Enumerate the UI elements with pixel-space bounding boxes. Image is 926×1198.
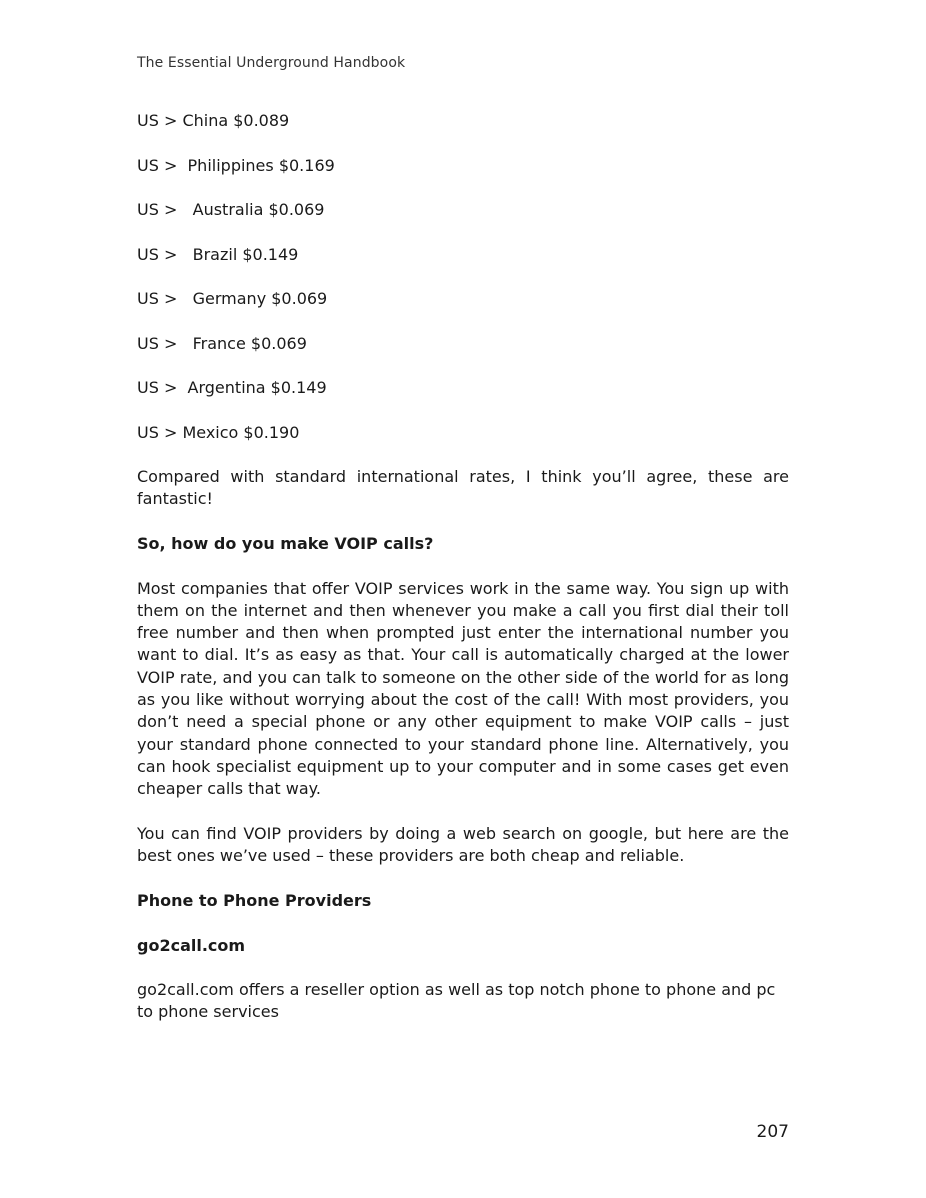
- rate-line-china: US > China $0.089: [137, 111, 290, 130]
- page-number: 207: [756, 1122, 789, 1142]
- rate-line-mexico: US > Mexico $0.190: [137, 422, 300, 442]
- page-content: [137, 110, 789, 1046]
- rate-line-argentina: US > Argentina $0.149: [137, 378, 327, 397]
- rate-line-brazil: US > Brazil $0.149: [137, 244, 299, 264]
- rate-line-philippines: US > Philippines $0.169: [137, 155, 335, 175]
- rate-line-france: US > France $0.069: [137, 333, 307, 353]
- provider-name: go2call.com: [137, 935, 246, 955]
- section-heading-providers: Phone to Phone Providers: [137, 891, 372, 911]
- provider-description: go2call.com offers a reseller option as well as top notch phone to phone and pc to phone services: [137, 980, 776, 1022]
- running-header: The Essential Underground Handbook: [137, 55, 406, 71]
- section-heading-voip-calls: So, how do you make VOIP calls?: [137, 534, 434, 554]
- voip-explanation-paragraph: Most companies that offer VOIP services work in the same way. You sign up with them on the internet and then whenever you make a call you first dial their toll free number and then when prompted just enter the international number you want to dial. It’s as easy as that. Your call is automatically charged at the lower VOIP rate, and you can talk to someone on the other side of the world for as long as you like without worrying about the cost of the call! With most providers, you don’t need a special phone or any other equipment to make VOIP calls – just your standard phone connected to your standard phone line. Alternatively, you can hook specialist equipment up to your computer and in some cases get even cheaper calls that way.: [137, 578, 789, 799]
- rate-line-australia: US > Australia $0.069: [137, 200, 325, 219]
- rate-line-germany: US > Germany $0.069: [137, 289, 328, 308]
- rate-list: [137, 110, 789, 444]
- find-providers-paragraph: You can find VOIP providers by doing a web search on google, but here are the best ones we’ve used – these providers are both cheap and reliable.: [137, 824, 789, 866]
- comparison-paragraph: Compared with standard international rates, I think you’ll agree, these are fantastic!: [137, 467, 789, 509]
